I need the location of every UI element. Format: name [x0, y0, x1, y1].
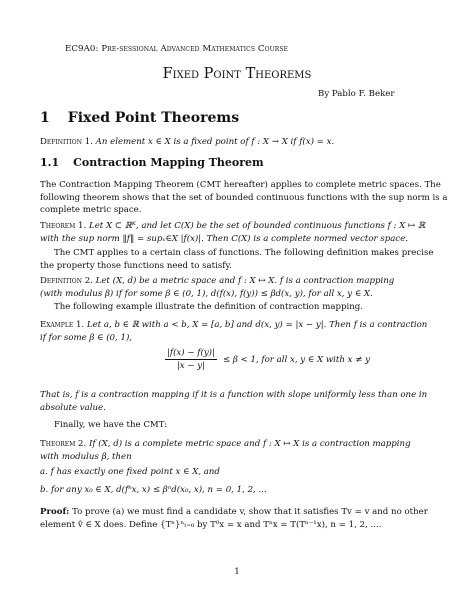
definition-1-text: An element x ∈ X is a fixed point of f : X → X if f(x) = x.	[95, 137, 335, 147]
example-1-label: Example 1.	[40, 320, 85, 330]
paragraph-2	[40, 247, 433, 272]
paragraph-3: The following example illustrate the definition of contraction mapping.	[54, 302, 363, 312]
definition-2-text: Let (X, d) be a metric space and f : X ↦ X. f is a contraction mapping	[95, 276, 395, 286]
proof-line-2: element v̂ ∈ X does. Define {Tⁿ}ⁿₜ₌₀ by T⁰x = x and Tⁿx = T(Tⁿ⁻¹x), n = 1, 2, ....	[40, 519, 382, 530]
definition-1-label: Definition 1.	[40, 137, 93, 147]
paragraph-2-line: the property those functions need to satisfy.	[40, 260, 232, 271]
proof	[40, 506, 428, 531]
proof-label: Proof:	[40, 507, 70, 517]
theorem-2-text: If (X, d) is a complete metric space and f : X ↦ X is a contraction mapping	[88, 439, 411, 449]
theorem-1-line-2: with the sup norm ‖f‖ = supₓ∈X |f(x)|. Then C(X) is a complete normed vector space.	[40, 233, 409, 244]
paragraph-1-line: The Contraction Mapping Theorem (CMT hereafter) applies to complete metric spaces. The	[40, 180, 441, 190]
fraction-numerator: |f(x) − f(y)|	[167, 348, 215, 358]
theorem-1-line-1	[40, 220, 425, 233]
theorem-2-item-a: a. f has exactly one fixed point x ∈ X, and	[40, 467, 220, 477]
definition-2-label: Definition 2.	[40, 276, 93, 286]
subsection-title: Contraction Mapping Theorem	[73, 156, 264, 169]
course-header: EC9A0: Pre-sessional Advanced Mathematics Course	[65, 44, 289, 54]
paragraph-1-line: complete metric space.	[40, 205, 142, 215]
example-1	[40, 319, 427, 344]
author-line: By Pablo F. Beker	[318, 89, 395, 99]
theorem-2-label: Theorem 2.	[40, 439, 87, 449]
theorem-2-line-2: with modulus β, then	[40, 451, 132, 462]
section-heading	[40, 110, 239, 126]
theorem-1	[40, 220, 425, 245]
page-title: Fixed Point Theorems	[162, 66, 312, 82]
equation-rhs: ≤ β < 1, for all x, y ∈ X with x ≠ y	[222, 354, 371, 365]
definition-2	[40, 275, 394, 300]
subsection-number: 1.1	[40, 156, 60, 169]
paragraph-4	[40, 389, 427, 414]
theorem-2-line-1	[40, 438, 411, 451]
equation-1	[165, 348, 370, 371]
example-1-line-1	[40, 319, 427, 332]
paragraph-2-line: The CMT applies to a certain class of functions. The following definition makes precise	[54, 248, 434, 258]
paragraph-4-line: absolute value.	[40, 402, 106, 413]
fraction-denominator: |x − y|	[176, 361, 206, 371]
paragraph-1	[40, 179, 448, 217]
example-1-line-2: if for some β ∈ (0, 1),	[40, 332, 133, 343]
theorem-2	[40, 438, 411, 463]
paragraph-4-line: That is, f is a contraction mapping if it is a function with slope uniformly less than one in	[40, 390, 428, 400]
theorem-1-label: Theorem 1.	[40, 221, 87, 231]
fraction	[165, 348, 217, 371]
section-number: 1	[40, 110, 50, 126]
paragraph-5: Finally, we have the CMT:	[54, 420, 168, 430]
proof-text: To prove (a) we must find a candidate v, show that it satisfies Tv = v and no other	[72, 507, 428, 517]
section-title: Fixed Point Theorems	[67, 110, 240, 126]
theorem-1-text: Let X ⊂ ℝᴷ, and let C(X) be the set of bounded continuous functions f : X ↦ ℝ	[88, 221, 426, 231]
definition-2-line-2: (with modulus β) if for some β ∈ (0, 1), d(f(x), f(y)) ≤ βd(x, y), for all x, y ∈ X.	[40, 288, 373, 299]
theorem-2-item-b: b. for any x₀ ∈ X, d(fⁿx, x) ≤ βⁿd(x₀, x), n = 0, 1, 2, ...	[40, 485, 267, 495]
definition-2-line-1	[40, 275, 394, 288]
subsection-heading	[40, 156, 264, 169]
proof-line-1	[40, 506, 428, 519]
example-1-text: Let a, b ∈ ℝ with a < b, X = [a, b] and d(x, y) = |x − y|. Then f is a contraction	[86, 320, 428, 330]
definition-1	[40, 137, 334, 147]
page-number: 1	[234, 567, 240, 577]
paragraph-1-line: following theorem shows that the set of bounded continuous functions with the sup norm is a	[40, 192, 448, 203]
